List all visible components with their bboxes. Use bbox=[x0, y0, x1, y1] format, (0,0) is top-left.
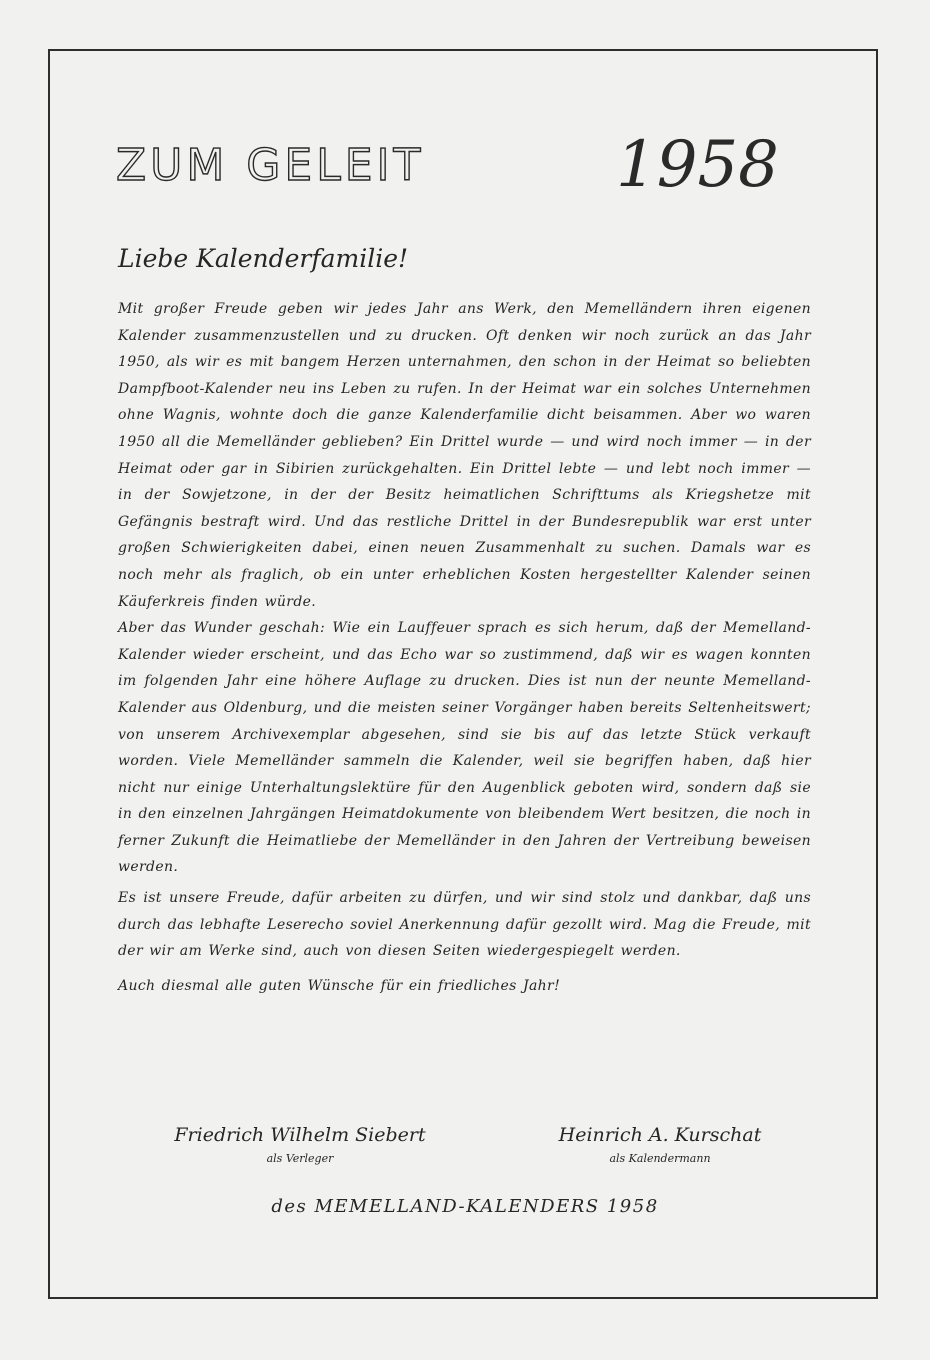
signature-publisher bbox=[170, 1124, 430, 1165]
paragraph-3: Es ist unsere Freude, dafür arbeiten zu dürfen, und wir sind stolz und dankbar, daß uns durch das lebhafte Leserecho soviel Anerkennung dafür gezollt wird. Mag die Freude, mit der wir am Werke sind, auch von diesen Seiten wiedergespiegelt werden. bbox=[118, 890, 811, 960]
title bbox=[116, 128, 816, 208]
body-text bbox=[118, 296, 811, 999]
paragraph-4: Auch diesmal alle guten Wünsche für ein friedliches Jahr! bbox=[118, 977, 561, 994]
paragraph-1: Mit großer Freude geben wir jedes Jahr ans Werk, den Memelländern ihren eigenen Kalender zusammenzustellen und zu drucken. Oft denken wir noch zurück an das Jahr 1950, als wir es mit bangem Herzen unternahmen, den schon in der Heimat so beliebten Dampfboot-Kalender neu ins Leben zu rufen. In der Heimat war ein solches Unternehmen ohne Wagnis, wohnte doch die ganze Kalenderfamilie dicht beisammen. Aber wo waren 1950 all die Memelländer geblieben? Ein Drittel wurde — und wird noch immer — in der Heimat oder gar in Sibirien zurückgehalten. Ein Drittel lebte — und lebt noch immer — in der Sowjetzone, in der der Besitz heimatlichen Schrifttums als Kriegshetze mit Gefängnis bestraft wird. Und das restliche Drittel in der Bundesrepublik war erst unter großen Schwierigkeiten dabei, einen neuen Zusammenhalt zu suchen. Damals war es noch mehr als fraglich, ob ein unter erheblichen Kosten hergestellter Kalender seinen Käuferkreis finden würde. bbox=[118, 301, 811, 610]
paragraph-2: Aber das Wunder geschah: Wie ein Lauffeuer sprach es sich herum, daß der Memelland-Kalender wieder erscheint, und das Echo war so zustimmend, daß wir es wagen konnten im folgenden Jahr eine höhere Auflage zu drucken. Dies ist nun der neunte Memelland-Kalender aus Oldenburg, und die meisten seiner Vorgänger haben bereits Seltenheitswert; von unserem Archivexemplar abgesehen, sind sie bis auf das letzte Stück verkauft worden. Viele Memelländer sammeln die Kalender, weil sie begriffen haben, daß hier nicht nur einige Unterhaltungslektüre für den Augenblick geboten wird, sondern daß sie in den einzelnen Jahrgängen Heimatdokumente von bleibendem Wert besitzen, die noch in ferner Zukunft die Heimatliebe der Memelländer in den Jahren der Vertreibung beweisen werden. bbox=[118, 620, 811, 876]
signature-role: als Verleger bbox=[266, 1152, 334, 1165]
signature-role: als Kalendermann bbox=[609, 1152, 711, 1165]
title-year: 1958 bbox=[616, 128, 779, 202]
signature-name: Heinrich A. Kurschat bbox=[558, 1124, 762, 1146]
footer: des MEMELLAND-KALENDERS 1958 bbox=[271, 1196, 659, 1217]
signature-name: Friedrich Wilhelm Siebert bbox=[174, 1124, 426, 1146]
signature-editor bbox=[530, 1124, 790, 1165]
greeting: Liebe Kalenderfamilie! bbox=[118, 244, 409, 273]
title-main: ZUM GELEIT bbox=[116, 140, 425, 191]
